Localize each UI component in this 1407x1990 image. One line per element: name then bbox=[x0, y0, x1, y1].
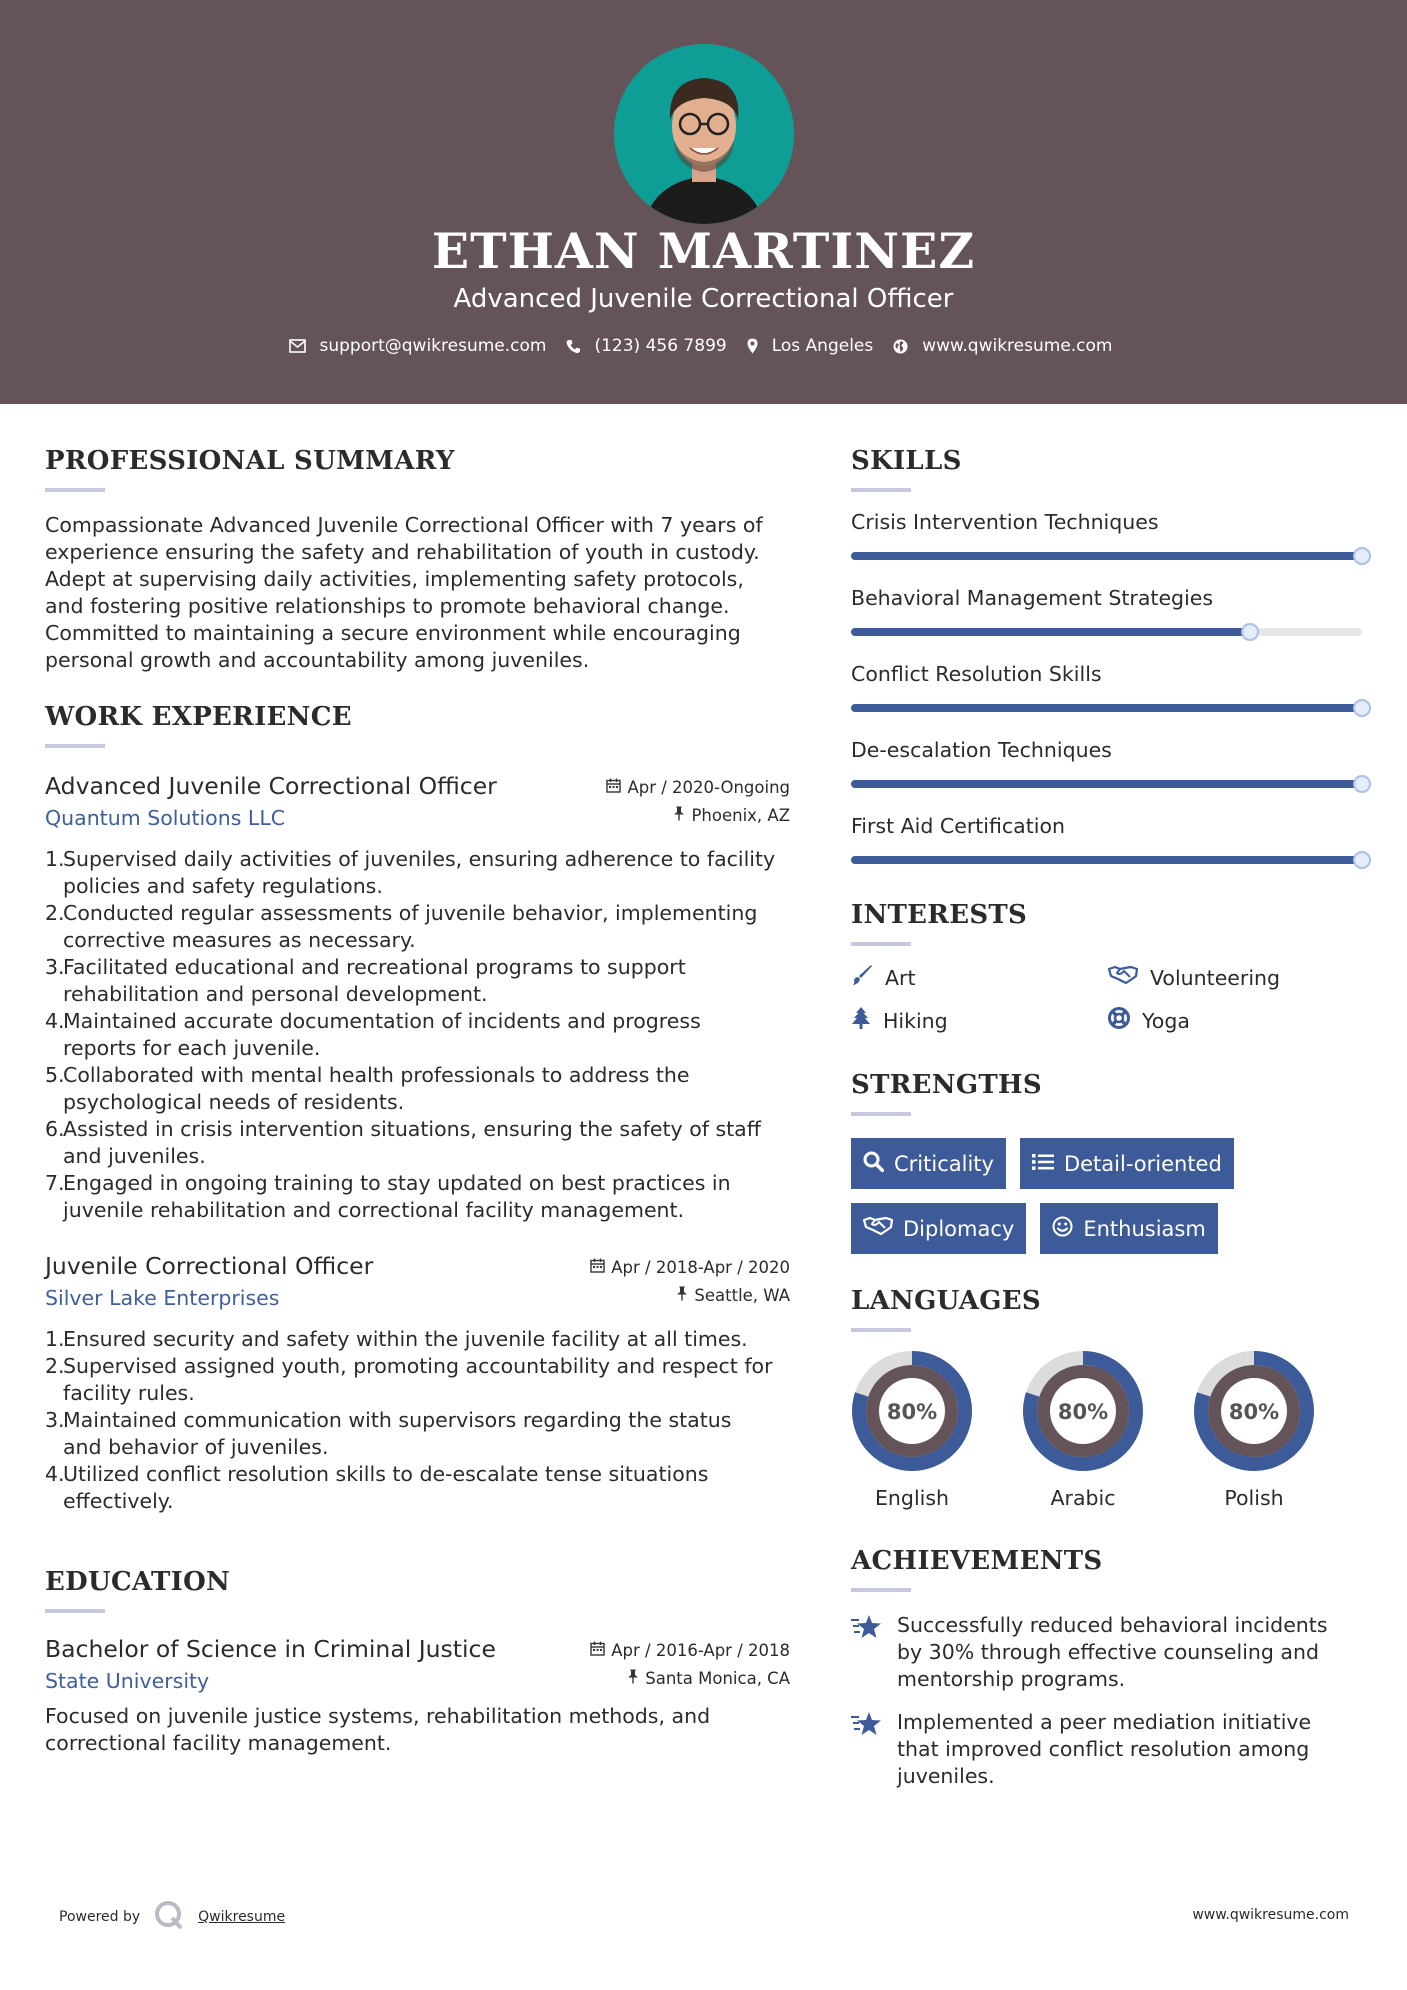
job-entry bbox=[45, 1252, 790, 1515]
skill-label: First Aid Certification bbox=[851, 814, 1066, 838]
education-date bbox=[590, 1641, 790, 1660]
qwikresume-link[interactable]: Qwikresume bbox=[198, 1909, 286, 1925]
list-item: 4. Utilized conflict resolution skills to de-escalate tense situations effectively. bbox=[45, 1462, 709, 1513]
education-line: correctional facility management. bbox=[45, 1731, 392, 1755]
profile-photo bbox=[614, 44, 794, 224]
qwikresume-logo-icon bbox=[154, 1900, 184, 1934]
list-item: 3. Maintained communication with supervisors regarding the status and behavior of juveniles. bbox=[45, 1408, 732, 1459]
interest-label: Yoga bbox=[1142, 1008, 1190, 1033]
language-percent: 80% bbox=[886, 1400, 938, 1424]
strengths-section bbox=[851, 1070, 1381, 1254]
interest-item bbox=[851, 1007, 1108, 1034]
achievement-item bbox=[851, 1709, 1381, 1790]
strength-label: Detail-oriented bbox=[1063, 1151, 1222, 1176]
education-description bbox=[45, 1703, 790, 1757]
skill-bar-fill bbox=[851, 780, 1362, 788]
skill-item bbox=[851, 814, 1381, 864]
list-item: 7. Engaged in ongoing training to stay updated on best practices in juvenile rehabilitation and correctional facility management. bbox=[45, 1171, 731, 1222]
skill-bar-knob bbox=[1241, 623, 1259, 641]
contact-phone[interactable] bbox=[566, 336, 726, 356]
skill-bar-fill bbox=[851, 856, 1362, 864]
skill-bar-knob bbox=[1353, 547, 1371, 565]
degree-title: Bachelor of Science in Criminal Justice bbox=[45, 1635, 496, 1663]
summary-line: experience ensuring the safety and rehabilitation of youth in custody. bbox=[45, 540, 760, 564]
skill-bar-fill bbox=[851, 704, 1362, 712]
strength-tag bbox=[1040, 1203, 1217, 1254]
job-date-text: Apr / 2018-Apr / 2020 bbox=[611, 1258, 790, 1277]
smile-icon bbox=[1052, 1216, 1073, 1242]
skill-item bbox=[851, 738, 1381, 788]
pushpin-icon bbox=[627, 1669, 639, 1688]
contact-location[interactable] bbox=[747, 336, 874, 356]
interest-item bbox=[1108, 1007, 1365, 1034]
globe-icon bbox=[893, 339, 908, 354]
right-column bbox=[851, 446, 1381, 1790]
skill-bar bbox=[851, 780, 1362, 788]
strengths-heading: STRENGTHS bbox=[851, 1070, 1042, 1100]
interest-item bbox=[1108, 964, 1365, 991]
achievement-line: mentorship programs. bbox=[897, 1667, 1126, 1691]
heading-underline bbox=[851, 1588, 911, 1592]
language-item bbox=[851, 1350, 973, 1510]
job-title: Juvenile Correctional Officer bbox=[45, 1252, 374, 1280]
language-percent: 80% bbox=[1228, 1400, 1280, 1424]
list-item: 6. Assisted in crisis intervention situations, ensuring the safety of staff and juveniles. bbox=[45, 1117, 761, 1168]
education-heading: EDUCATION bbox=[45, 1567, 231, 1597]
list-item: 1. Supervised daily activities of juveniles, ensuring adherence to facility policies and safety regulations. bbox=[45, 847, 776, 898]
star-icon bbox=[851, 1709, 883, 1790]
calendar-icon bbox=[606, 778, 621, 797]
footer-url[interactable]: www.qwikresume.com bbox=[1192, 1907, 1349, 1923]
education-location-text: Santa Monica, CA bbox=[645, 1669, 790, 1688]
interests-section bbox=[851, 900, 1381, 1034]
tree-icon bbox=[851, 1007, 871, 1034]
languages-heading: LANGUAGES bbox=[851, 1286, 1041, 1316]
handshake-icon bbox=[863, 1216, 893, 1241]
search-icon bbox=[863, 1151, 884, 1177]
skill-bar-knob bbox=[1353, 775, 1371, 793]
achievement-line: Successfully reduced behavioral incidents bbox=[897, 1613, 1328, 1637]
summary-line: Compassionate Advanced Juvenile Correctional Officer with 7 years of bbox=[45, 513, 763, 537]
summary-line: Committed to maintaining a secure environment while encouraging bbox=[45, 621, 741, 645]
skill-bar-fill bbox=[851, 628, 1250, 636]
skill-bar bbox=[851, 704, 1362, 712]
experience-heading: WORK EXPERIENCE bbox=[45, 702, 352, 732]
job-date bbox=[606, 778, 790, 797]
company-name: Silver Lake Enterprises bbox=[45, 1286, 280, 1310]
education-section bbox=[45, 1567, 790, 1757]
achievements-heading: ACHIEVEMENTS bbox=[851, 1546, 1103, 1576]
job-bullets bbox=[45, 1326, 790, 1515]
heading-underline bbox=[851, 1112, 911, 1116]
heading-underline bbox=[851, 488, 911, 492]
job-date bbox=[590, 1258, 790, 1277]
list-item: 3. Facilitated educational and recreational programs to support rehabilitation and personal development. bbox=[45, 955, 686, 1006]
skill-label: De-escalation Techniques bbox=[851, 738, 1112, 762]
interest-label: Volunteering bbox=[1150, 965, 1281, 990]
language-dial bbox=[1193, 1350, 1315, 1472]
contact-website[interactable] bbox=[893, 336, 1112, 356]
job-entry bbox=[45, 772, 790, 1224]
strength-label: Criticality bbox=[894, 1151, 994, 1176]
language-name: English bbox=[874, 1486, 950, 1510]
achievements-section bbox=[851, 1546, 1381, 1790]
language-item bbox=[1022, 1350, 1144, 1510]
interest-label: Art bbox=[885, 965, 916, 990]
list-item: 2. Conducted regular assessments of juvenile behavior, implementing corrective measures as necessary. bbox=[45, 901, 758, 952]
summary-heading: PROFESSIONAL SUMMARY bbox=[45, 446, 455, 476]
strength-tag bbox=[851, 1203, 1026, 1254]
list-item: 1. Ensured security and safety within the juvenile facility at all times. bbox=[45, 1327, 748, 1351]
skill-label: Crisis Intervention Techniques bbox=[851, 510, 1159, 534]
job-location bbox=[676, 1286, 790, 1305]
summary-line: personal growth and accountability among juveniles. bbox=[45, 648, 590, 672]
job-title: Advanced Juvenile Correctional Officer bbox=[45, 772, 497, 800]
skill-label: Conflict Resolution Skills bbox=[851, 662, 1102, 686]
paintbrush-icon bbox=[851, 964, 873, 991]
job-location-text: Phoenix, AZ bbox=[691, 806, 790, 825]
left-column bbox=[45, 446, 790, 1757]
strength-tag bbox=[851, 1138, 1006, 1189]
school-name: State University bbox=[45, 1669, 210, 1693]
star-icon bbox=[851, 1612, 883, 1693]
list-icon bbox=[1032, 1152, 1054, 1176]
summary-line: Adept at supervising daily activities, implementing safety protocols, bbox=[45, 567, 744, 591]
phone-icon bbox=[566, 339, 580, 354]
contact-bar bbox=[0, 336, 1407, 356]
list-item: 5. Collaborated with mental health professionals to address the psychological needs of residents. bbox=[45, 1063, 690, 1114]
skills-heading: SKILLS bbox=[851, 446, 962, 476]
list-item: 4. Maintained accurate documentation of incidents and progress reports for each juvenile. bbox=[45, 1009, 701, 1060]
achievement-line: Implemented a peer mediation initiative bbox=[897, 1710, 1312, 1734]
strength-label: Diplomacy bbox=[903, 1216, 1015, 1241]
handshake-icon bbox=[1108, 965, 1138, 990]
skill-item bbox=[851, 510, 1381, 560]
summary-line: and fostering positive relationships to promote behavioral change. bbox=[45, 594, 730, 618]
powered-by-label: Powered by bbox=[59, 1909, 141, 1925]
languages-section bbox=[851, 1286, 1381, 1510]
job-bullets bbox=[45, 846, 790, 1224]
interest-label: Hiking bbox=[883, 1008, 948, 1033]
calendar-icon bbox=[590, 1258, 605, 1277]
interests-heading: INTERESTS bbox=[851, 900, 1028, 930]
skill-bar-fill bbox=[851, 552, 1362, 560]
list-item: 2. Supervised assigned youth, promoting accountability and respect for facility rules. bbox=[45, 1354, 773, 1405]
interest-item bbox=[851, 964, 1108, 991]
job-date-text: Apr / 2020-Ongoing bbox=[627, 778, 790, 797]
achievement-item bbox=[851, 1612, 1381, 1693]
heading-underline bbox=[851, 942, 911, 946]
contact-phone-text: (123) 456 7899 bbox=[594, 336, 727, 356]
pushpin-icon bbox=[676, 1286, 688, 1305]
contact-location-text: Los Angeles bbox=[771, 336, 874, 356]
candidate-title: Advanced Juvenile Correctional Officer bbox=[453, 284, 954, 314]
language-percent: 80% bbox=[1057, 1400, 1109, 1424]
skill-item bbox=[851, 586, 1381, 636]
education-location bbox=[627, 1669, 790, 1688]
heading-underline bbox=[851, 1328, 911, 1332]
heading-underline bbox=[45, 744, 105, 748]
achievement-line: that improved conflict resolution among bbox=[897, 1737, 1310, 1761]
contact-email[interactable] bbox=[289, 336, 547, 356]
job-location-text: Seattle, WA bbox=[694, 1286, 790, 1305]
candidate-name: ETHAN MARTINEZ bbox=[431, 222, 976, 280]
strength-label: Enthusiasm bbox=[1083, 1216, 1206, 1241]
skill-label: Behavioral Management Strategies bbox=[851, 586, 1214, 610]
skill-bar-knob bbox=[1353, 851, 1371, 869]
language-name: Polish bbox=[1224, 1486, 1284, 1510]
education-line: Focused on juvenile justice systems, rehabilitation methods, and bbox=[45, 1704, 711, 1728]
skills-section bbox=[851, 446, 1381, 864]
skill-bar bbox=[851, 552, 1362, 560]
language-name: Arabic bbox=[1050, 1486, 1116, 1510]
contact-email-text: support@qwikresume.com bbox=[319, 336, 547, 356]
envelope-icon bbox=[289, 339, 306, 353]
heading-underline bbox=[45, 488, 105, 492]
pushpin-icon bbox=[673, 806, 685, 825]
summary-text bbox=[45, 512, 790, 674]
language-dial bbox=[1022, 1350, 1144, 1472]
skill-bar bbox=[851, 856, 1362, 864]
language-dial bbox=[851, 1350, 973, 1472]
calendar-icon bbox=[590, 1641, 605, 1660]
job-location bbox=[673, 806, 790, 825]
skill-bar bbox=[851, 628, 1362, 636]
experience-section bbox=[45, 702, 790, 1515]
language-item bbox=[1193, 1350, 1315, 1510]
map-marker-icon bbox=[747, 338, 758, 354]
contact-website-text: www.qwikresume.com bbox=[922, 336, 1113, 356]
footer-powered-by bbox=[59, 1900, 285, 1934]
strength-tag bbox=[1020, 1138, 1234, 1189]
resume-header bbox=[0, 0, 1407, 404]
life-ring-icon bbox=[1108, 1007, 1130, 1034]
achievement-line: by 30% through effective counseling and bbox=[897, 1640, 1319, 1664]
achievement-line: juveniles. bbox=[897, 1764, 995, 1788]
summary-section bbox=[45, 446, 790, 674]
education-date-text: Apr / 2016-Apr / 2018 bbox=[611, 1641, 790, 1660]
company-name: Quantum Solutions LLC bbox=[45, 806, 286, 830]
heading-underline bbox=[45, 1609, 105, 1613]
skill-bar-knob bbox=[1353, 699, 1371, 717]
skill-item bbox=[851, 662, 1381, 712]
